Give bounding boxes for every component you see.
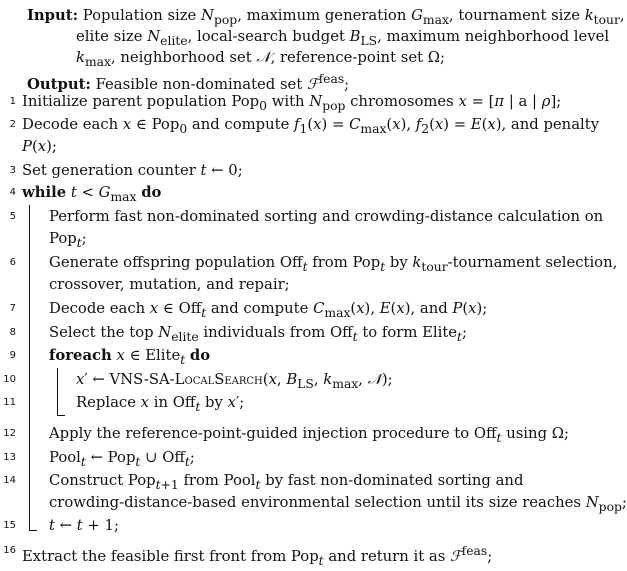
algorithm-block: Input: Population size $N_{pop}$, maximum generation $G_{max}$, tournament size $k_{tour}$, elite size $N_{elite}$, local-search budget $B_{LS}$, maximum neighborhood level $k_{max}$, neighborhood set 𝒩, reference-point set Ω; Output: Feasible non-dominated set ℱ$^{feas}$; 1 Initialize parent population Pop$_0$ with $N_{pop}$ chromosomes x = [π | a | ρ]; 2 Decode each x ∈ Pop$_0$ and compute $f_1(x) = C_{max}(x)$, $f_2(x) = E(x)$, and penalty P(x); 3 Set generation counter t ← 0; 4 while $t < G_{max}$ do 5 Perform fast non-dominated sorting and crowding-distance calculation on Pop$_t$; 6 Generate offspring population Off$_t$ from Pop$_t$ by $k_{tour}$-tournament selection, crossover, mutation, and repair; 7 Decode each x ∈ Off$_t$ and compute $C_{max}(x)$, E(x), and P(x); 8 Select the top $N_{elite}$ individuals from Off$_t$ to form Elite$_t$; 9 foreach x ∈ Elite$_t$ do 10 x′ ← VNS-SA-LocalSearch(x, $B_{LS}$, $k_{max}$, 𝒩); 11 Replace x in Off$_t$ by x′; 12 Apply the reference-point-guided injection procedure to Off$_t$ using Ω; 13 Pool$_t$ ← Pop$_t$ ∪ Off$_t$; 14 Construct Pop$_{t+1}$ from Pool$_t$ by fast non-dominated sorting and crowding-distance-based environmental selection until its size reaches $N_{pop}$; 15 t ← t + 1; 16 Extract the feasible first front from Pop$_t$ and return it as ℱ$^{feas}$; bbox=[0, 0, 623, 566]
line-number: 1 bbox=[9, 96, 16, 107]
foreach-scope-bar bbox=[57, 368, 58, 415]
line-number: 7 bbox=[9, 303, 16, 314]
line-number: 8 bbox=[9, 327, 16, 338]
while-scope-bar bbox=[29, 205, 30, 530]
while-scope-end bbox=[29, 530, 37, 531]
line-number: 2 bbox=[9, 119, 16, 130]
line-number: 5 bbox=[9, 211, 16, 222]
line-number: 4 bbox=[9, 187, 16, 198]
line-number: 6 bbox=[9, 257, 16, 268]
line-number: 16 bbox=[3, 545, 16, 556]
line-number: 9 bbox=[9, 350, 16, 361]
line-number: 15 bbox=[3, 520, 16, 531]
foreach-scope-end bbox=[57, 415, 65, 416]
line-number: 12 bbox=[3, 428, 16, 439]
line-number: 10 bbox=[3, 374, 16, 385]
line-number: 13 bbox=[3, 452, 16, 463]
output-label: Output: bbox=[27, 75, 91, 93]
input-label: Input: bbox=[27, 7, 79, 24]
line-number: 11 bbox=[3, 397, 16, 408]
line-number: 14 bbox=[3, 475, 16, 486]
line-number: 3 bbox=[9, 165, 16, 176]
